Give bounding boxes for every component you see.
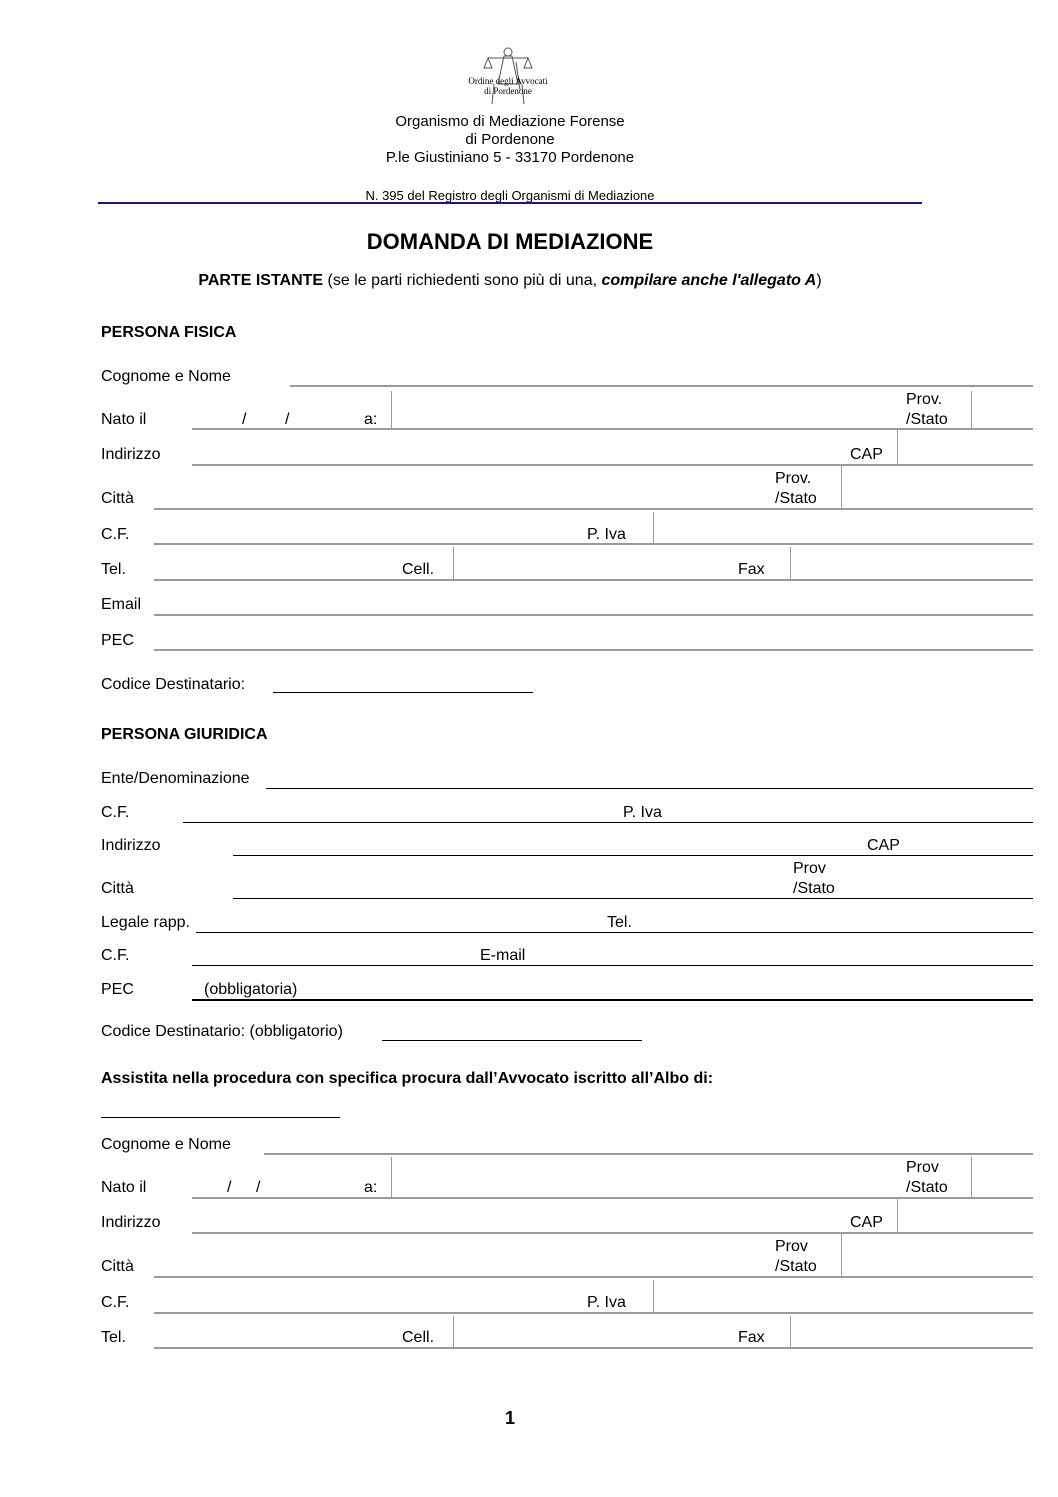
- avv-cap-field[interactable]: [899, 1208, 1033, 1230]
- label-cf: C.F.: [101, 804, 130, 821]
- pg-codice-destinatario-field[interactable]: [382, 1017, 642, 1039]
- pf-luogo-nascita-field[interactable]: [393, 394, 893, 426]
- label-prov: Prov.: [906, 391, 943, 408]
- label-tel: Tel.: [101, 1329, 126, 1346]
- pg-citta-field[interactable]: [233, 875, 773, 897]
- section-heading-persona-giuridica: PERSONA GIURIDICA: [101, 726, 268, 743]
- label-stato: /Stato: [775, 490, 817, 507]
- avv-cf-field[interactable]: [154, 1288, 574, 1310]
- page-title: DOMANDA DI MEDIAZIONE: [366, 229, 654, 254]
- field-line: [101, 1117, 340, 1118]
- pf-tel-field[interactable]: [154, 555, 394, 577]
- label-codice-destinatario: Codice Destinatario:: [101, 676, 246, 693]
- label-luogo: a:: [364, 1179, 378, 1196]
- label-citta: Città: [101, 490, 134, 507]
- pf-codice-destinatario-field[interactable]: [273, 670, 533, 692]
- label-stato: /Stato: [906, 1179, 948, 1196]
- label-prov: Prov: [906, 1159, 939, 1176]
- avv-fax-field[interactable]: [792, 1323, 1033, 1345]
- field-line: [192, 965, 1033, 966]
- pg-pec-field[interactable]: [312, 976, 1033, 998]
- label-piva: P. Iva: [587, 1294, 626, 1311]
- label-nato-il: Nato il: [101, 411, 147, 428]
- field-divider: [653, 512, 654, 543]
- pf-cap-field[interactable]: [899, 440, 1033, 462]
- pg-prov-field[interactable]: [845, 875, 1033, 897]
- pg-legale-field[interactable]: [196, 909, 596, 931]
- field-line: [192, 999, 1033, 1001]
- pf-pec-field[interactable]: [154, 626, 1033, 648]
- field-line: [154, 508, 1033, 510]
- registry-number: N. 395 del Registro degli Organismi di Mediazione: [365, 188, 655, 203]
- pf-piva-field[interactable]: [655, 519, 1033, 541]
- field-line: [264, 1153, 1033, 1155]
- avv-piva-field[interactable]: [655, 1288, 1033, 1310]
- label-stato: /Stato: [906, 411, 948, 428]
- label-piva: P. Iva: [587, 526, 626, 543]
- field-line: [154, 1347, 1033, 1349]
- label-citta: Città: [101, 1258, 134, 1275]
- label-citta: Città: [101, 880, 134, 897]
- field-line: [183, 822, 1033, 823]
- label-cap: CAP: [850, 446, 883, 463]
- label-prov: Prov: [793, 860, 826, 877]
- field-line: [192, 1232, 1033, 1234]
- label-cap: CAP: [867, 837, 900, 854]
- label-cognome-nome: Cognome e Nome: [101, 1136, 231, 1153]
- pg-indirizzo-field[interactable]: [233, 832, 853, 854]
- pg-legale-cf-field[interactable]: [192, 942, 472, 964]
- field-divider: [897, 1199, 898, 1232]
- field-line: [154, 543, 1033, 545]
- field-divider: [790, 547, 791, 579]
- label-tel: Tel.: [101, 561, 126, 578]
- label-cf: C.F.: [101, 1294, 130, 1311]
- pf-cognome-nome-field[interactable]: [290, 362, 1033, 384]
- label-stato: /Stato: [793, 880, 835, 897]
- field-divider: [971, 1157, 972, 1197]
- label-cap: CAP: [850, 1214, 883, 1231]
- avv-tel-field[interactable]: [154, 1323, 394, 1345]
- field-line: [154, 579, 1033, 581]
- field-line: [154, 1276, 1033, 1278]
- field-line: [266, 788, 1033, 789]
- pf-cf-field[interactable]: [154, 519, 574, 541]
- label-indirizzo: Indirizzo: [101, 446, 161, 463]
- pg-ente-field[interactable]: [266, 765, 1033, 787]
- logo-text-2: di Pordenone: [484, 86, 532, 96]
- org-city: di Pordenone: [465, 131, 555, 148]
- label-tel: Tel.: [607, 914, 632, 931]
- field-divider: [897, 430, 898, 464]
- avv-citta-prov-field[interactable]: [843, 1238, 1033, 1274]
- label-pec: PEC: [101, 981, 134, 998]
- field-divider: [790, 1316, 791, 1347]
- field-divider: [391, 391, 392, 428]
- avv-cell-field[interactable]: [455, 1323, 725, 1345]
- label-ente: Ente/Denominazione: [101, 770, 250, 787]
- label-fax: Fax: [738, 1329, 765, 1346]
- field-divider: [653, 1280, 654, 1312]
- label-legale-rappresentante: Legale rapp.: [101, 914, 190, 931]
- pf-fax-field[interactable]: [792, 555, 1033, 577]
- field-line: [154, 614, 1033, 616]
- label-cognome-nome: Cognome e Nome: [101, 368, 231, 385]
- field-line: [154, 1312, 1033, 1314]
- field-line: [273, 692, 533, 693]
- field-line: [290, 385, 1033, 387]
- field-line: [196, 932, 1033, 933]
- field-line: [192, 428, 1033, 430]
- pf-cell-field[interactable]: [455, 555, 725, 577]
- pf-email-field[interactable]: [154, 590, 1033, 612]
- avv-data-nascita-field[interactable]: [192, 1173, 390, 1195]
- pg-email-field[interactable]: [532, 942, 1033, 964]
- label-email: Email: [101, 596, 142, 613]
- pec-required-note: (obbligatoria): [204, 981, 298, 998]
- date-slash: /: [256, 1179, 261, 1196]
- section-heading-avvocato: Assistita nella procedura con specifica procura dall’Avvocato iscritto all’Albo di:: [101, 1070, 714, 1087]
- label-nato-il: Nato il: [101, 1179, 147, 1196]
- label-email: E-mail: [480, 947, 526, 964]
- pf-citta-prov-field[interactable]: [843, 470, 1033, 506]
- label-fax: Fax: [738, 561, 765, 578]
- pg-cf-field[interactable]: [183, 799, 613, 821]
- field-line: [192, 464, 1033, 466]
- label-cf: C.F.: [101, 947, 130, 964]
- avv-prov-field[interactable]: [973, 1160, 1033, 1195]
- field-divider: [453, 1316, 454, 1347]
- page-number: 1: [504, 1408, 515, 1428]
- label-indirizzo: Indirizzo: [101, 1214, 161, 1231]
- label-cell: Cell.: [402, 1329, 435, 1346]
- field-line: [233, 898, 1033, 899]
- pf-prov-field[interactable]: [973, 394, 1033, 426]
- field-divider: [391, 1157, 392, 1197]
- pf-citta-field[interactable]: [154, 484, 754, 506]
- label-cell: Cell.: [402, 561, 435, 578]
- header-rule: [98, 202, 922, 204]
- label-prov: Prov: [775, 1238, 808, 1255]
- pf-indirizzo-field[interactable]: [192, 440, 832, 462]
- label-codice-destinatario: Codice Destinatario: (obbligatorio): [101, 1023, 343, 1040]
- field-line: [233, 855, 1033, 856]
- pg-piva-field[interactable]: [672, 799, 1033, 821]
- field-divider: [453, 547, 454, 579]
- pf-data-nascita-field[interactable]: [192, 404, 390, 426]
- field-line: [382, 1040, 642, 1041]
- field-line: [192, 1197, 1033, 1199]
- label-luogo: a:: [364, 411, 378, 428]
- avv-cognome-nome-field[interactable]: [264, 1130, 1033, 1152]
- section-heading-persona-fisica: PERSONA FISICA: [101, 324, 237, 341]
- subtitle-italic: compilare anche l'allegato A: [601, 272, 817, 289]
- subtitle-plain: (se le parti richiedenti sono più di una,: [323, 272, 602, 289]
- date-slash: /: [285, 411, 290, 428]
- field-line: [154, 649, 1033, 651]
- avv-citta-field[interactable]: [154, 1252, 754, 1274]
- field-divider: [971, 391, 972, 428]
- org-name: Organismo di Mediazione Forense: [395, 113, 625, 130]
- pg-cap-field[interactable]: [905, 832, 1033, 854]
- avv-albo-field[interactable]: [101, 1095, 340, 1117]
- label-indirizzo: Indirizzo: [101, 837, 161, 854]
- org-address: P.le Giustiniano 5 - 33170 Pordenone: [385, 149, 635, 166]
- avv-luogo-nascita-field[interactable]: [393, 1160, 893, 1195]
- label-piva: P. Iva: [623, 804, 662, 821]
- date-slash: /: [227, 1179, 232, 1196]
- logo-text-1: Ordine degli Avvocati: [468, 76, 548, 86]
- subtitle: [100, 272, 920, 290]
- pg-tel-field[interactable]: [640, 909, 1033, 931]
- avv-indirizzo-field[interactable]: [192, 1208, 832, 1230]
- date-slash: /: [242, 411, 247, 428]
- label-cf: C.F.: [101, 526, 130, 543]
- label-prov: Prov.: [775, 470, 812, 487]
- label-pec: PEC: [101, 632, 134, 649]
- subtitle-bold: PARTE ISTANTE: [198, 272, 324, 289]
- field-divider: [841, 466, 842, 508]
- field-divider: [841, 1234, 842, 1276]
- subtitle-close: ): [816, 272, 822, 289]
- label-stato: /Stato: [775, 1258, 817, 1275]
